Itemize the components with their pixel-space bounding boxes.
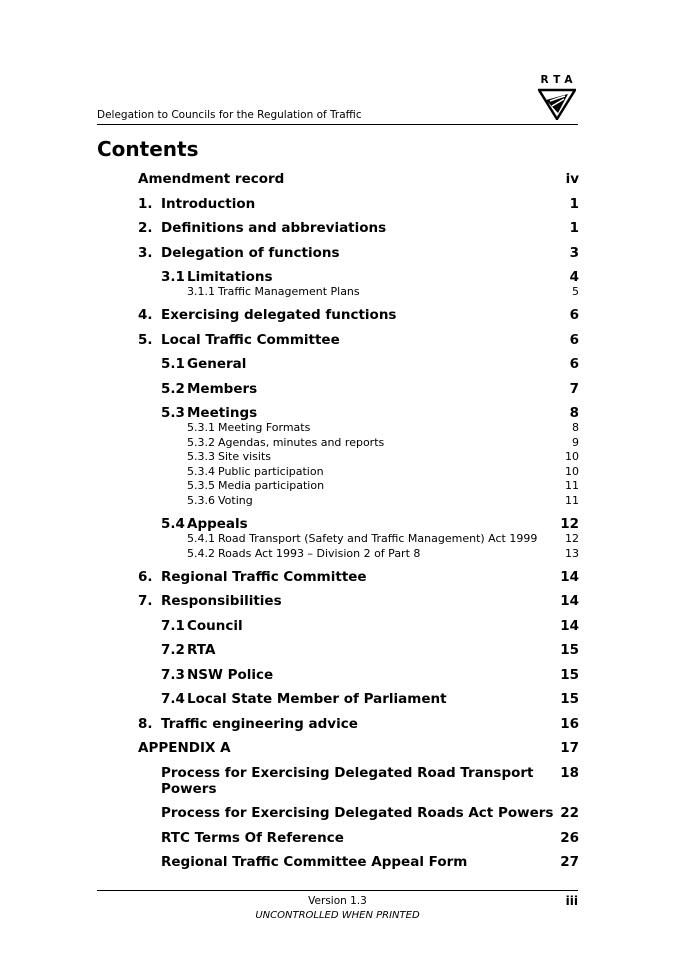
toc-entry-number: 7. bbox=[138, 593, 153, 610]
toc-entry-number: 5. bbox=[138, 331, 153, 348]
toc-entry-label: Local Traffic Committee bbox=[161, 331, 340, 348]
toc-entry[interactable] bbox=[138, 532, 579, 546]
toc-entry-page: 6 bbox=[569, 331, 579, 348]
toc-entry-page: 7 bbox=[569, 380, 579, 397]
toc-entry-label: Amendment record bbox=[138, 171, 285, 187]
toc-entry-label: Roads Act 1993 – Division 2 of Part 8 bbox=[218, 546, 421, 560]
toc-entry-label: Traffic engineering advice bbox=[161, 715, 358, 732]
toc-entry-number: 7.4 bbox=[161, 691, 185, 708]
toc-entry-page: 12 bbox=[560, 516, 579, 533]
toc-entry-page: 18 bbox=[560, 764, 579, 781]
uncontrolled-notice: UNCONTROLLED WHEN PRINTED bbox=[255, 910, 420, 921]
toc-entry-number: 5.3 bbox=[161, 405, 185, 422]
toc-entry-page: 11 bbox=[565, 479, 579, 493]
toc-entry-label: Definitions and abbreviations bbox=[161, 220, 387, 236]
version-label: Version 1.3 bbox=[308, 895, 367, 907]
toc-entry-number: 8. bbox=[138, 715, 153, 732]
toc-entry-label: Regional Traffic Committee Appeal Form bbox=[161, 854, 468, 871]
toc-entry-label: Local State Member of Parliament bbox=[187, 691, 447, 708]
toc-entry-number: 3. bbox=[138, 244, 153, 261]
toc-entry-page: iv bbox=[565, 171, 579, 187]
page-title: Contents bbox=[97, 137, 199, 161]
toc-entry-number: 5.3.2 bbox=[187, 435, 215, 449]
toc-entry-number: 7.2 bbox=[161, 642, 185, 659]
toc-entry-label: Regional Traffic Committee bbox=[161, 568, 367, 585]
page-number: iii bbox=[565, 894, 578, 908]
toc-entry-number: 5.4 bbox=[161, 516, 185, 533]
toc-entry-label: Process for Exercising Delegated Roads Act Powers bbox=[161, 805, 554, 822]
toc-entry-page: 6 bbox=[569, 307, 579, 324]
toc-entry-label: RTC Terms Of Reference bbox=[161, 829, 344, 846]
toc-entry-label: Traffic Management Plans bbox=[218, 285, 360, 298]
toc-entry-page: 15 bbox=[560, 642, 579, 659]
toc-entry[interactable] bbox=[138, 196, 579, 212]
toc-entry-label: Meeting Formats bbox=[218, 421, 311, 435]
toc-entry-number: 7.1 bbox=[161, 617, 185, 634]
page-footer bbox=[97, 890, 578, 931]
toc-entry-page: 22 bbox=[560, 805, 579, 822]
toc-entry[interactable] bbox=[138, 171, 579, 187]
toc-entry-number: 5.3.4 bbox=[187, 464, 215, 478]
toc-entry-label: Members bbox=[187, 380, 258, 397]
toc-entry-number: 5.2 bbox=[161, 380, 185, 397]
toc-entry-number: 5.1 bbox=[161, 356, 185, 373]
toc-entry[interactable] bbox=[138, 642, 579, 658]
toc-entry-number: 3.1 bbox=[161, 269, 185, 285]
toc-entry-label: Media participation bbox=[218, 479, 325, 493]
toc-entry[interactable] bbox=[138, 269, 579, 285]
toc-entry[interactable] bbox=[138, 593, 579, 609]
page-header bbox=[97, 70, 578, 125]
toc-entry[interactable] bbox=[138, 830, 579, 846]
toc-entry-label: APPENDIX A bbox=[138, 740, 231, 757]
toc-entry-page: 16 bbox=[560, 715, 579, 732]
toc-entry-number: 5.3.6 bbox=[187, 494, 215, 508]
toc-entry-label: Voting bbox=[218, 494, 253, 508]
toc-entry-label: Delegation of functions bbox=[161, 244, 340, 261]
toc-entry-label: Responsibilities bbox=[161, 593, 282, 610]
toc-entry-page: 10 bbox=[565, 464, 579, 478]
toc-entry-page: 9 bbox=[572, 435, 579, 449]
toc-entry[interactable] bbox=[138, 405, 579, 421]
rta-triangle-icon bbox=[538, 88, 576, 120]
toc-entry[interactable] bbox=[138, 547, 579, 561]
toc-entry-number: 7.3 bbox=[161, 666, 185, 683]
toc-entry[interactable] bbox=[138, 740, 579, 756]
toc-entry-page: 8 bbox=[569, 405, 579, 422]
rta-logo bbox=[536, 74, 578, 122]
toc-entry[interactable] bbox=[138, 356, 579, 372]
logo-text: RTA bbox=[540, 74, 578, 86]
toc-entry[interactable] bbox=[138, 805, 579, 821]
toc-entry[interactable] bbox=[138, 332, 579, 348]
toc-entry-page: 15 bbox=[560, 691, 579, 708]
toc-entry[interactable] bbox=[138, 691, 579, 707]
toc-entry-label: Limitations bbox=[187, 269, 273, 285]
toc-entry-page: 14 bbox=[560, 593, 579, 610]
toc-entry-page: 26 bbox=[560, 829, 579, 846]
toc-entry-label: Exercising delegated functions bbox=[161, 307, 397, 324]
toc-entry-label: Meetings bbox=[187, 405, 258, 422]
toc-entry-page: 11 bbox=[565, 494, 579, 508]
toc-entry-label: RTA bbox=[187, 642, 216, 659]
toc-entry-page: 8 bbox=[572, 421, 579, 435]
toc-entry-label: Council bbox=[187, 617, 243, 634]
document-title: Delegation to Councils for the Regulation of Traffic bbox=[97, 109, 362, 121]
toc-entry[interactable] bbox=[138, 716, 579, 732]
toc-entry-number: 1. bbox=[138, 195, 153, 212]
toc-entry-number: 5.4.1 bbox=[187, 532, 215, 546]
toc-entry-page: 4 bbox=[569, 269, 579, 285]
toc-entry[interactable] bbox=[138, 465, 579, 479]
table-of-contents bbox=[138, 171, 579, 870]
toc-entry-page: 1 bbox=[569, 195, 579, 212]
toc-entry-page: 12 bbox=[565, 532, 579, 546]
toc-entry-page: 27 bbox=[560, 854, 579, 871]
toc-entry-number: 4. bbox=[138, 307, 153, 324]
toc-entry-label: Agendas, minutes and reports bbox=[218, 435, 385, 449]
toc-entry-page: 1 bbox=[569, 220, 579, 236]
toc-entry[interactable] bbox=[138, 618, 579, 634]
toc-entry-label: Appeals bbox=[187, 516, 248, 533]
toc-entry[interactable] bbox=[138, 569, 579, 585]
toc-entry-number: 2. bbox=[138, 220, 153, 236]
toc-entry[interactable] bbox=[138, 285, 579, 299]
toc-entry[interactable] bbox=[138, 450, 579, 464]
toc-entry-page: 6 bbox=[569, 356, 579, 373]
toc-entry-page: 5 bbox=[572, 285, 579, 298]
toc-entry[interactable] bbox=[138, 436, 579, 450]
toc-entry-page: 10 bbox=[565, 450, 579, 464]
toc-entry[interactable] bbox=[138, 245, 579, 261]
toc-entry-number: 5.4.2 bbox=[187, 546, 215, 560]
toc-entry[interactable] bbox=[138, 854, 579, 870]
toc-entry-number: 3.1.1 bbox=[187, 285, 215, 298]
toc-entry-page: 14 bbox=[560, 617, 579, 634]
toc-entry-page: 17 bbox=[560, 740, 579, 757]
toc-entry-label: Site visits bbox=[218, 450, 272, 464]
toc-entry[interactable] bbox=[138, 494, 579, 508]
toc-entry-number: 5.3.3 bbox=[187, 450, 215, 464]
toc-entry[interactable] bbox=[138, 421, 579, 435]
toc-entry-page: 15 bbox=[560, 666, 579, 683]
toc-entry-number: 6. bbox=[138, 568, 153, 585]
toc-entry[interactable] bbox=[138, 307, 579, 323]
toc-entry-label: NSW Police bbox=[187, 666, 274, 683]
toc-entry[interactable] bbox=[138, 516, 579, 532]
toc-entry[interactable] bbox=[138, 220, 579, 236]
toc-entry[interactable] bbox=[138, 667, 579, 683]
toc-entry-number: 5.3.5 bbox=[187, 479, 215, 493]
toc-entry[interactable] bbox=[138, 479, 579, 493]
toc-entry-label: General bbox=[187, 356, 247, 373]
toc-entry-label: Road Transport (Safety and Traffic Management) Act 1999 bbox=[218, 532, 538, 546]
toc-entry[interactable] bbox=[138, 381, 579, 397]
toc-entry-page: 14 bbox=[560, 568, 579, 585]
toc-entry-page: 13 bbox=[565, 546, 579, 560]
toc-entry-label: Public participation bbox=[218, 464, 324, 478]
toc-entry-label: Introduction bbox=[161, 195, 256, 212]
toc-entry-number: 5.3.1 bbox=[187, 421, 215, 435]
toc-entry[interactable] bbox=[138, 765, 579, 797]
toc-entry-page: 3 bbox=[569, 244, 579, 261]
toc-entry-label: Process for Exercising Delegated Road Transport Powers bbox=[161, 764, 534, 797]
